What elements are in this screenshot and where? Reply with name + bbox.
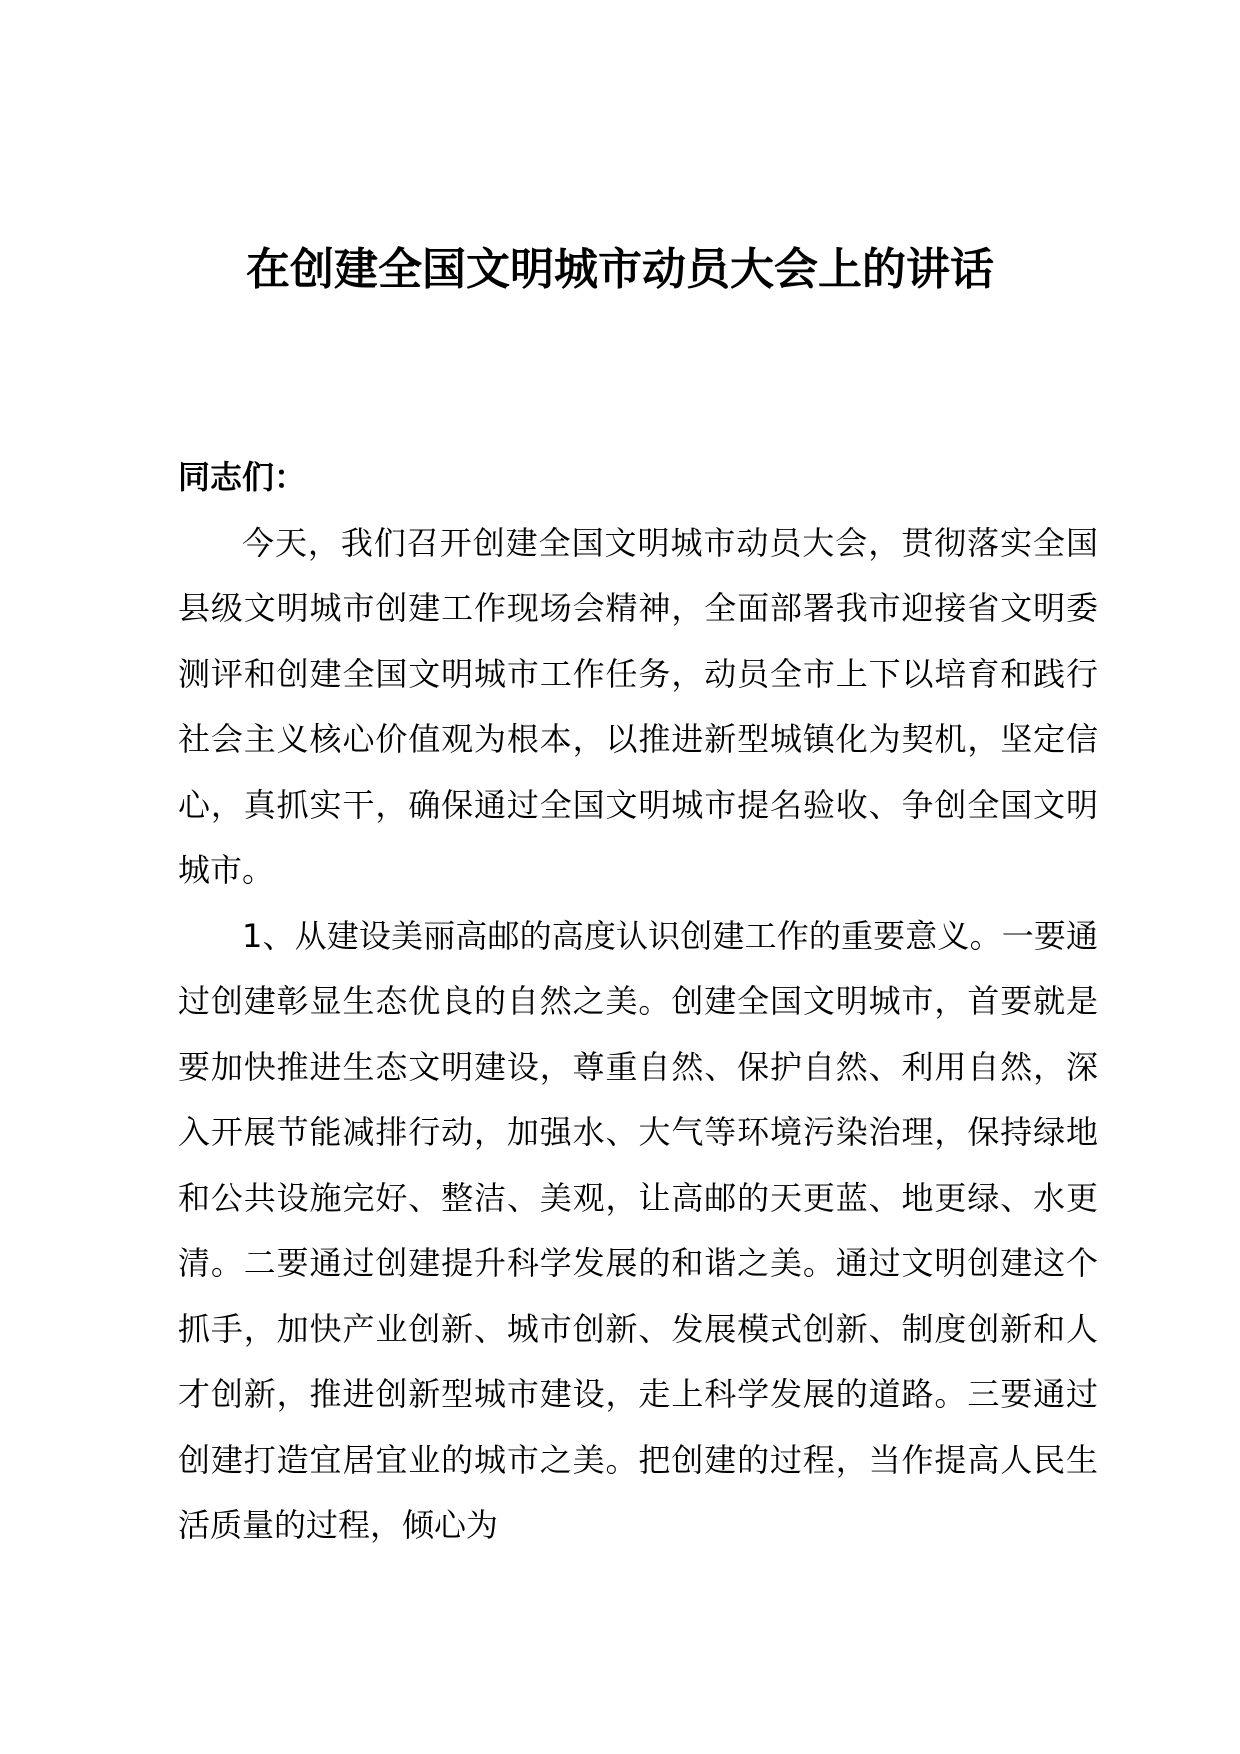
salutation: 同志们： (178, 458, 307, 496)
paragraph-section-1: 1、从建设美丽高邮的高度认识创建工作的重要意义。一要通过创建彰显生态优良的自然之美。创建全国文明城市，首要就是要加快推进生态文明建设，尊重自然、保护自然、利用自然，深入开展节能减排行动，加强水、大气等环境污染治理，保持绿地和公共设施完好、整洁、美观，让高邮的天更蓝、地更绿、水更清。二要通过创建提升科学发展的和谐之美。通过文明创建这个抓手，加快产业创新、城市创新、发展模式创新、制度创新和人才创新，推进创新型城市建设，走上科学发展的道路。三要通过创建打造宜居宜业的城市之美。把创建的过程，当作提高人民生活质量的过程，倾心为 (178, 916, 1098, 1544)
document-title: 在创建全国文明城市动员大会上的讲话 (246, 244, 994, 295)
document-body (178, 445, 1098, 1559)
paragraph-intro: 今天，我们召开创建全国文明城市动员大会，贯彻落实全国县级文明城市创建工作现场会精神，全面部署我市迎接省文明委测评和创建全国文明城市工作任务，动员全市上下以培育和践行社会主义核心价值观为根本，以推进新型城镇化为契机，坚定信心，真抓实干，确保通过全国文明城市提名验收、争创全国文明城市。 (178, 523, 1098, 889)
